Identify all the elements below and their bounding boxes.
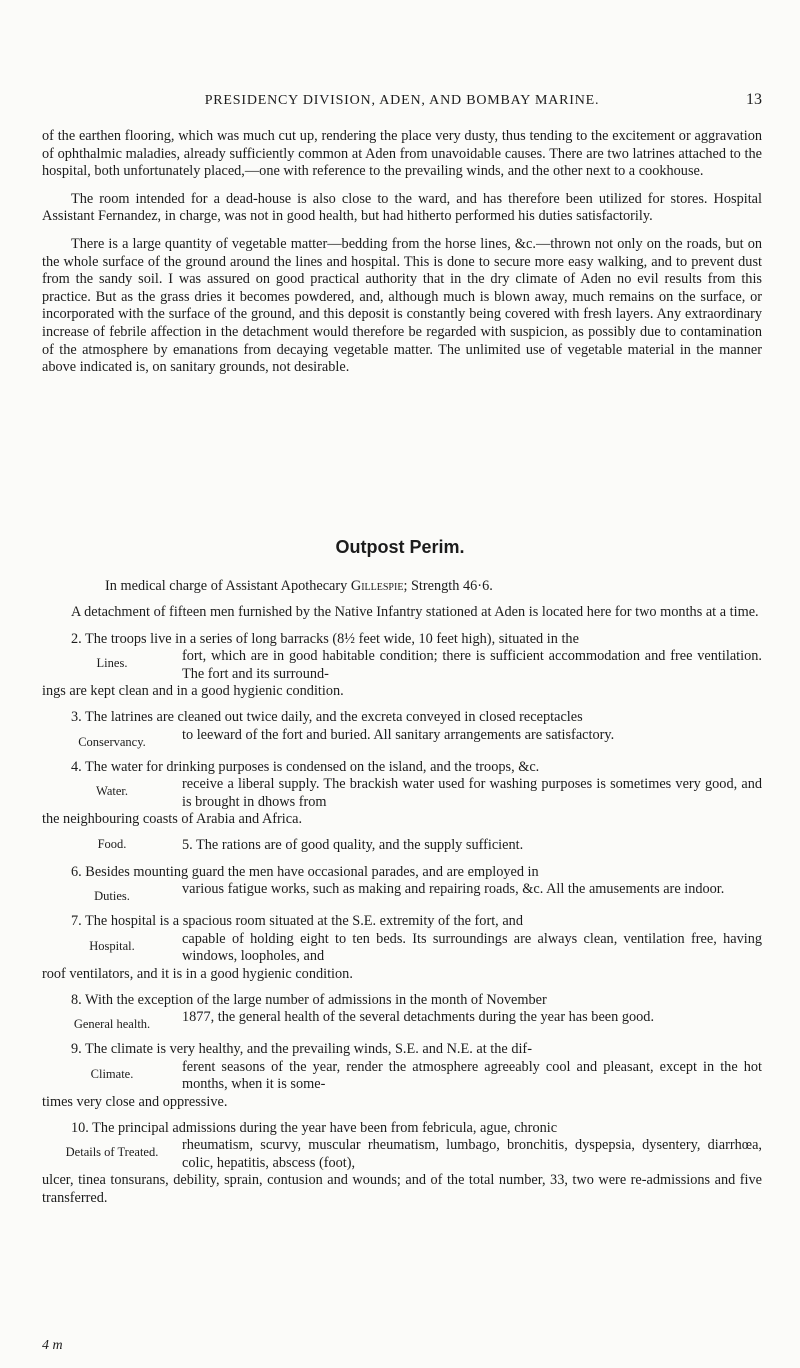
item-lead: 10. The principal admissions during the year have been from febricula, ague, chronic [71,1119,558,1136]
item-tail: ulcer, tinea tonsurans, debility, sprain, contusion and wounds; and of the total number, 33, two were re-admissions and five transferred. [42,1172,762,1206]
side-note: Details of Treated. [65,1145,159,1160]
paragraph: of the earthen flooring, which was much cut up, rendering the place very dusty, thus tending to the excitement or aggravation of ophthalmic maladies, already sufficiently common at Aden from unavoidable causes. There are two latrines attached to the hospital, both unfortunately placed,—one with reference to the prevailing winds, and the other next to a cookhouse. [42,128,762,180]
side-note: General health. [73,1017,151,1032]
item-body: fort, which are in good habitable condition; there is sufficient accommodation and free ventilation. The fort and its surround- [182,648,762,682]
item-tail: roof ventilators, and it is in a good hygienic condition. [42,965,353,982]
medical-charge-line [42,578,762,595]
item-lead: 8. With the exception of the large number of admissions in the month of November [71,991,547,1008]
item-tail: the neighbouring coasts of Arabia and Africa. [42,811,303,828]
side-note: Lines. [96,656,128,671]
item-lead: 9. The climate is very healthy, and the prevailing winds, S.E. and N.E. at the dif- [71,1041,532,1058]
item-tail: times very close and oppressive. [42,1093,228,1110]
paragraph: The room intended for a dead-house is also close to the ward, and has therefore been utilized for stores. Hospital Assistant Fernandez, in charge, was not in good health, but had hitherto performed his duties satisfactorily. [42,190,762,225]
item-body: to leeward of the fort and buried. All sanitary arrangements are satisfactory. [182,726,615,743]
item-body: rheumatism, scurvy, muscular rheumatism, lumbago, bronchitis, dyspepsia, dysentery, diarrhœa, colic, hepatitis, abscess (foot), [182,1137,762,1171]
side-note: Climate. [90,1066,134,1081]
numbered-item [42,709,762,749]
item-body: capable of holding eight to ten beds. Its surroundings are always clean, ventilation free, having windows, loopholes, and [182,930,762,965]
numbered-item [42,837,762,854]
item-body: 5. The rations are of good quality, and the supply sufficient. [182,837,524,854]
item-body: receive a liberal supply. The brackish water used for washing purposes is sometimes very good, and is brought in dhows from [182,776,762,810]
item-lead: 2. The troops live in a series of long barracks (8½ feet wide, 10 feet high), situated in the [71,630,579,647]
body-text [42,128,762,387]
item-body: ferent seasons of the year, render the atmosphere agreeably cool and pleasant, except in the hot months, when it is some- [182,1058,762,1093]
numbered-item [42,913,762,983]
charge-prefix: In medical charge of Assistant Apothecary [105,578,351,594]
intro-paragraph: A detachment of fifteen men furnished by the Native Infantry stationed at Aden is located here for two months at a time. [71,604,759,621]
numbered-item [42,631,762,701]
side-note: Food. [97,837,127,852]
item-body: various fatigue works, such as making and repairing roads, &c. All the amusements are indoor. [182,881,725,898]
running-head [42,93,762,115]
item-tail: ings are kept clean and in a good hygienic condition. [42,683,344,700]
numbered-item [42,864,762,904]
side-note: Hospital. [89,938,135,953]
item-body: 1877, the general health of the several detachments during the year has been good. [182,1009,655,1026]
section-title: Outpost Perim. [335,537,465,557]
side-note: Water. [96,784,128,799]
outpost-section [42,578,762,1216]
item-lead: 6. Besides mounting guard the men have occasional parades, and are employed in [71,863,539,880]
paragraph: There is a large quantity of vegetable matter—bedding from the horse lines, &c.—thrown not only on the roads, but on the whole surface of the ground around the lines and hospital. This is done to secure more easy walking, and to prevent dust from the sandy soil. I was assured on good practical authority that in the dry climate of Aden no evil results from this practice. But as the grass dries it becomes powdered, and, although much is blown away, much remains on the surface, or incorporated with the surface of the ground, and this deposit is constantly being covered with fresh layers. Any extraordinary increase of febrile affection in the detachment would therefore be regarded with suspicion, as possibly due to contamination of the atmosphere by emanations from decaying vegetable matter. The unlimited use of vegetable material in the manner above indicated is, on sanitary grounds, not desirable. [42,235,762,376]
item-lead: 7. The hospital is a spacious room situated at the S.E. extremity of the fort, and [71,913,523,930]
item-lead: 4. The water for drinking purposes is condensed on the island, and the troops, &c. [71,758,540,775]
charge-suffix: ; Strength 46·6. [403,578,493,594]
numbered-item [42,1120,762,1207]
numbered-item [42,759,762,829]
numbered-item [42,1041,762,1111]
page-number: 13 [746,91,762,108]
item-lead: 3. The latrines are cleaned out twice daily, and the excreta conveyed in closed receptacles [71,709,583,726]
running-title: PRESIDENCY DIVISION, ADEN, AND BOMBAY MARINE. [204,93,600,108]
side-note: Conservancy. [78,734,146,749]
charge-name: Gillespie [350,578,404,594]
signature-mark: 4 m [42,1338,63,1353]
numbered-item [42,992,762,1032]
side-note: Duties. [94,889,130,904]
